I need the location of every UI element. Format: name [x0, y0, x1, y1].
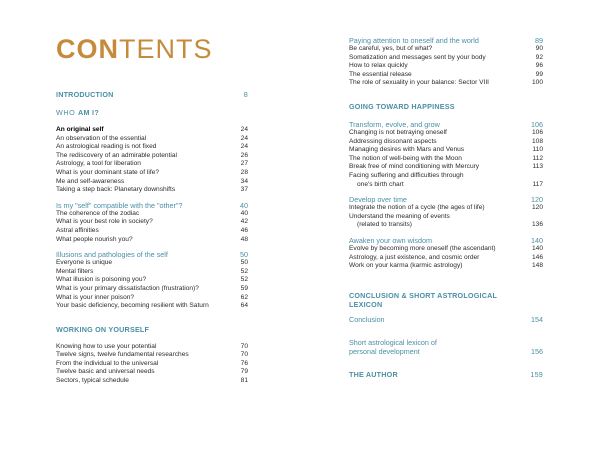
toc-subsection[interactable]	[349, 338, 543, 347]
entry-title: Be careful, yes, but of what?	[349, 45, 433, 52]
page-number: 76	[240, 359, 248, 367]
toc-entry[interactable]	[349, 245, 543, 254]
page-number: 120	[531, 195, 543, 205]
page-number: 59	[240, 284, 248, 292]
toc-entry[interactable]	[56, 160, 248, 169]
page-number: 8	[243, 90, 248, 99]
page-number: 79	[240, 368, 248, 376]
page-number: 112	[532, 154, 543, 162]
page-number: 108	[531, 137, 543, 145]
toc-entry[interactable]	[56, 276, 248, 285]
page-number: 24	[240, 134, 248, 142]
toc-entry[interactable]	[56, 268, 248, 277]
toc-entry[interactable]	[56, 218, 248, 227]
page-number: 26	[240, 151, 248, 159]
page-number: 92	[535, 53, 543, 61]
entry-title: Twelve signs, twelve fundamental researches	[56, 351, 189, 359]
toc-entry[interactable]	[349, 54, 543, 63]
page-number: 154	[531, 314, 543, 324]
page-number: 46	[240, 226, 248, 234]
entry-title: Your basic deficiency, becoming resilient with Saturn	[56, 302, 209, 310]
toc-entry[interactable]	[56, 135, 248, 144]
entry-title: An original self	[56, 126, 104, 133]
entry-title: one's birth chart	[357, 180, 404, 188]
entry-title: CONCLUSION & SHORT ASTROLOGICAL	[349, 290, 498, 300]
part-heading-strong: AM I?	[77, 108, 100, 117]
toc-entry[interactable]	[56, 343, 248, 352]
toc-entry[interactable]	[349, 213, 543, 222]
toc-entry[interactable]	[56, 236, 248, 245]
entry-title: The coherence of the zodiac	[56, 209, 140, 217]
entry-title: Conclusion	[349, 314, 385, 324]
toc-subsection[interactable]	[349, 36, 543, 45]
toc-section-heading[interactable]	[349, 370, 543, 379]
entry-title: What people nourish you?	[56, 235, 133, 243]
spacer	[56, 99, 248, 108]
entry-title: Evolve by becoming more oneself (the ascendant)	[349, 244, 496, 252]
entry-title: Managing desires with Mars and Venus	[349, 146, 465, 154]
page-number: 40	[240, 200, 248, 210]
page-number: 140	[531, 235, 543, 245]
toc-entry[interactable]	[349, 71, 543, 80]
entry-title: The notion of well-being with the Moon	[349, 154, 462, 162]
entry-title: Me and self-awareness	[56, 177, 125, 185]
page-number: 146	[531, 253, 543, 261]
entry-title: INTRODUCTION	[56, 90, 114, 99]
spacer	[349, 271, 543, 291]
page-number: 140	[531, 244, 543, 252]
toc-entry[interactable]	[349, 155, 543, 164]
toc-part-heading[interactable]	[56, 108, 248, 117]
page-number: 117	[532, 180, 543, 188]
toc-entry[interactable]	[56, 285, 248, 294]
entry-title: GOING TOWARD HAPPINESS	[349, 101, 455, 111]
entry-title: Astral affinities	[56, 226, 99, 234]
entry-title: Is my "self" compatible with the "other"?	[56, 200, 183, 210]
entry-title: WORKING ON YOURSELF	[56, 324, 150, 334]
toc-entry-continued[interactable]	[349, 181, 543, 190]
entry-title: What is your dominant state of life?	[56, 168, 159, 176]
entry-title: THE AUTHOR	[349, 369, 398, 379]
toc-entry[interactable]	[349, 62, 543, 71]
toc-entry[interactable]	[56, 294, 248, 303]
page-number: 106	[531, 119, 543, 129]
entry-title: Somatization and messages sent by your body	[349, 53, 486, 61]
entry-title: Integrate the notion of a cycle (the ages of life)	[349, 204, 485, 212]
entry-title: The rediscovery of an admirable potential	[56, 151, 177, 159]
title-bold-part: CON	[56, 34, 119, 64]
page-number: 27	[240, 160, 248, 168]
page-number: 70	[240, 342, 248, 350]
toc-subsection[interactable]	[56, 250, 248, 259]
toc-entry[interactable]	[56, 259, 248, 268]
page-number: 148	[531, 262, 543, 270]
toc-entry-continued[interactable]	[349, 221, 543, 230]
toc-section-heading[interactable]	[56, 90, 248, 99]
entry-title: Awaken your own wisdom	[349, 235, 432, 245]
entry-title: Addressing dissonant aspects	[349, 137, 437, 145]
entry-title: Mental filters	[56, 267, 94, 275]
spacer	[349, 111, 543, 120]
toc-entry[interactable]	[56, 360, 248, 369]
entry-title: What is your best role in society?	[56, 218, 153, 226]
toc-entry-bold[interactable]	[56, 126, 248, 135]
page-title	[56, 34, 213, 65]
entry-title: Astrology, a just existence, and cosmic order	[349, 253, 480, 261]
toc-entry[interactable]	[56, 377, 248, 386]
toc-entry[interactable]	[349, 172, 543, 181]
entry-title: (related to transits)	[357, 221, 412, 229]
page-number: 81	[240, 377, 248, 385]
toc-section-heading[interactable]	[56, 325, 248, 334]
page-number: 64	[240, 302, 248, 310]
spacer	[56, 117, 248, 126]
toc-subsection[interactable]	[349, 195, 543, 204]
entry-title: Illusions and pathologies of the self	[56, 250, 168, 260]
toc-entry[interactable]	[349, 79, 543, 88]
entry-title: Transform, evolve, and grow	[349, 119, 440, 129]
page-number: 106	[531, 128, 543, 136]
toc-entry[interactable]	[56, 152, 248, 161]
toc-entry[interactable]	[56, 186, 248, 195]
entry-title: Taking a step back: Planetary downshifts	[56, 186, 176, 194]
toc-subsection[interactable]	[349, 236, 543, 245]
toc-entry[interactable]	[56, 302, 248, 311]
page-number: 34	[240, 177, 248, 185]
part-heading-prefix: WHO	[56, 108, 78, 117]
toc-section-heading[interactable]	[349, 102, 543, 111]
page-number: 28	[240, 168, 248, 176]
toc-entry[interactable]	[56, 210, 248, 219]
entry-title: Astrology, a tool for liberation	[56, 160, 141, 168]
title-light-part: TENTS	[119, 34, 213, 64]
toc-entry[interactable]	[349, 45, 543, 54]
entry-title: The essential release	[349, 70, 412, 78]
toc-entry[interactable]	[56, 143, 248, 152]
toc-subsection[interactable]	[349, 315, 543, 324]
toc-section-heading[interactable]	[349, 300, 543, 309]
toc-entry[interactable]	[349, 146, 543, 155]
toc-entry[interactable]	[56, 368, 248, 377]
entry-title: An observation of the essential	[56, 134, 147, 142]
page-number: 96	[535, 62, 543, 70]
toc-entry[interactable]	[56, 351, 248, 360]
spacer	[56, 311, 248, 325]
page-number: 159	[530, 369, 543, 379]
page-number: 89	[535, 36, 543, 45]
entry-title: Paying attention to oneself and the world	[349, 36, 479, 45]
entry-title: Work on your karma (karmic astrology)	[349, 262, 463, 270]
page-number: 40	[240, 209, 248, 217]
entry-title: What illusion is poisoning you?	[56, 276, 147, 284]
entry-title: How to relax quickly	[349, 62, 408, 70]
toc-entry[interactable]	[56, 169, 248, 178]
page-number: 156	[531, 346, 543, 356]
page-number: 52	[240, 276, 248, 284]
toc-entry[interactable]	[349, 254, 543, 263]
toc-left-column	[56, 90, 248, 386]
part-heading-text	[56, 108, 99, 117]
page-number: 24	[240, 126, 248, 133]
page-number: 136	[531, 221, 543, 229]
entry-title: Understand the meaning of events	[349, 212, 450, 220]
page-number: 120	[531, 204, 543, 212]
entry-title: Sectors, typical schedule	[56, 377, 129, 385]
page-number: 48	[240, 235, 248, 243]
page-number: 50	[240, 250, 248, 260]
page-number: 99	[535, 70, 543, 78]
entry-title: Develop over time	[349, 195, 407, 205]
spacer	[56, 334, 248, 343]
toc-entry[interactable]	[56, 227, 248, 236]
spacer	[349, 324, 543, 338]
page-number: 37	[240, 186, 248, 194]
toc-entry[interactable]	[349, 204, 543, 213]
page-number: 70	[240, 351, 248, 359]
entry-title: From the individual to the universal	[56, 359, 159, 367]
entry-title: What is your primary dissatisfaction (frustration)?	[56, 284, 199, 292]
toc-entry[interactable]	[56, 178, 248, 187]
entry-title: Everyone is unique	[56, 259, 113, 267]
entry-title: An astrological reading is not fixed	[56, 143, 157, 151]
entry-title: LEXICON	[349, 299, 383, 309]
entry-title: personal development	[349, 346, 420, 356]
page-number: 50	[240, 259, 248, 267]
toc-entry[interactable]	[349, 262, 543, 271]
entry-title: Short astrological lexicon of	[349, 337, 437, 347]
entry-title: What is your inner poison?	[56, 293, 135, 301]
toc-entry[interactable]	[349, 129, 543, 138]
entry-title: Knowing how to use your potential	[56, 342, 157, 350]
page-number: 42	[240, 218, 248, 226]
toc-section-heading[interactable]	[349, 291, 543, 300]
spacer	[349, 88, 543, 102]
toc-entry[interactable]	[349, 163, 543, 172]
page-number: 52	[240, 267, 248, 275]
page-number: 113	[532, 163, 543, 171]
entry-title: The role of sexuality in your balance: Sector VIII	[349, 79, 490, 87]
spacer	[349, 356, 543, 370]
toc-subsection[interactable]	[349, 347, 543, 356]
page-number: 110	[532, 146, 543, 154]
toc-right-column	[349, 36, 543, 379]
toc-subsection[interactable]	[56, 201, 248, 210]
toc-entry[interactable]	[349, 138, 543, 147]
page-number: 62	[240, 293, 248, 301]
page-number: 24	[240, 143, 248, 151]
entry-title: Facing suffering and difficulties through	[349, 171, 464, 179]
toc-subsection[interactable]	[349, 120, 543, 129]
entry-title: Changing is not betraying oneself	[349, 128, 447, 136]
entry-title: Twelve basic and universal needs	[56, 368, 155, 376]
page-number: 90	[535, 45, 543, 52]
page-number: 100	[531, 79, 543, 87]
entry-title: Break free of mind conditioning with Mercury	[349, 163, 480, 171]
